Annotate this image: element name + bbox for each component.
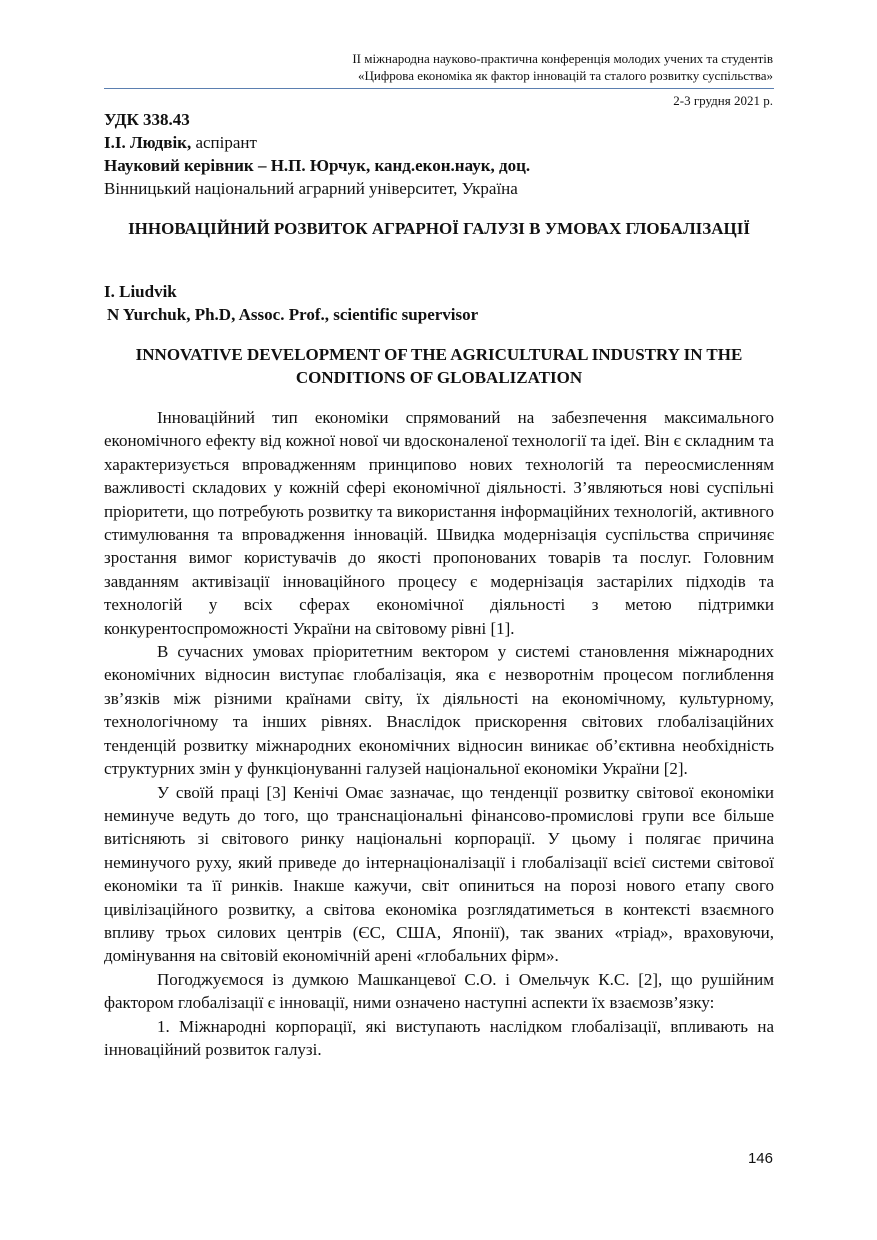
conference-header: [300, 50, 773, 84]
author-role: аспірант: [191, 133, 257, 152]
body-paragraph-4: Погоджуємося із думкою Машканцевої С.О. і Омельчук К.С. [2], що рушійним фактором глобалізації є інновації, ними означено наступні аспекти їх взаємозв’язку:: [104, 969, 774, 1013]
article-body: [104, 406, 774, 1061]
conference-header-line-1: II міжнародна науково-практична конференція молодих учених та студентів: [352, 51, 773, 66]
author-name: І.І. Людвік,: [104, 133, 192, 152]
body-paragraph-5: 1. Міжнародні корпорації, які виступають наслідком глобалізації, впливають на інноваційний розвиток галузі.: [104, 1016, 774, 1059]
body-paragraph-3: У своїй праці [3] Кенічі Омає зазначає, що тенденції розвитку світової економіки неминуче ведуть до того, що транснаціональні фінансово-промислові групи все більше витісняють зі світового ринку національні корпорації. У цьому і полягає причина неминучого руху, який приведе до інтернаціоналізації і глобалізації всієї системи світової економіки та її ринків. Інакше кажучи, світ опиниться на порозі нового етапу свого цивілізаційного розвитку, а світова економіка розглядатиметься в контексті взаємного впливу трьох силових центрів (ЄС, США, Японії), так званих «тріад», враховуючи, домінування на світовій економічній арені «глобальних фірм».: [104, 782, 774, 966]
conference-header-line-2: «Цифрова економіка як фактор інновацій та сталого розвитку суспільства»: [358, 68, 773, 83]
body-paragraph-2: В сучасних умовах пріоритетним вектором у системі становлення міжнародних економічних відносин виступає глобалізація, яка є незворотнім процесом поглиблення зв’язків між різними країнами світу, їх діяльності на економічному, культурному, технологічному та інших рівнях. Внаслідок прискорення світових глобалізаційних тенденцій розвитку міжнародних економічних відносин виникає об’єктивна необхідність структурних змін у функціонуванні галузей національної економіки України [2].: [104, 642, 774, 779]
supervisor-line: Науковий керівник – Н.П. Юрчук, канд.екон.наук, доц.: [104, 156, 531, 175]
article-title-ukrainian: ІННОВАЦІЙНИЙ РОЗВИТОК АГРАРНОЇ ГАЛУЗІ В УМОВАХ ГЛОБАЛІЗАЦІЇ: [128, 219, 750, 238]
udk-code: УДК 338.43: [104, 110, 190, 129]
author-english: I. Liudvik: [104, 282, 177, 301]
article-metadata: [104, 108, 784, 200]
supervisor-english: N Yurchuk, Ph.D, Assoc. Prof., scientific supervisor: [107, 305, 479, 324]
institution-line: Вінницький національний аграрний університет, Україна: [104, 179, 518, 198]
body-paragraph-1: Інноваційний тип економіки спрямований на забезпечення максимального економічного ефекту від кожної нової чи вдосконаленої технології та ідеї. Він є складним та характеризується впровадженням принципово нових технологій та переосмисленням важливості складових у кожній сфері економічної діяльності. З’являються нові суспільні пріоритети, що потребують розвитку та використання інформаційних технологій, активного стимулювання та впровадження інновацій. Швидка модернізація суспільства спричиняє зростання вимог користувачів до якості пропонованих товарів та послуг. Головним завданням активізації інноваційного процесу є модернізація застарілих підходів та технологій у всіх сферах економічної діяльності з метою підтримки конкурентоспроможності України на світовому рівні [1].: [104, 408, 774, 638]
conference-date: 2-3 грудня 2021 р.: [673, 93, 773, 108]
authors-english: [104, 280, 774, 326]
author-line: [104, 131, 784, 154]
header-divider: [104, 88, 774, 89]
article-title-english: INNOVATIVE DEVELOPMENT OF THE AGRICULTURAL INDUSTRY IN THE CONDITIONS OF GLOBALIZATION: [135, 345, 743, 387]
page-number: 146: [747, 1150, 773, 1167]
